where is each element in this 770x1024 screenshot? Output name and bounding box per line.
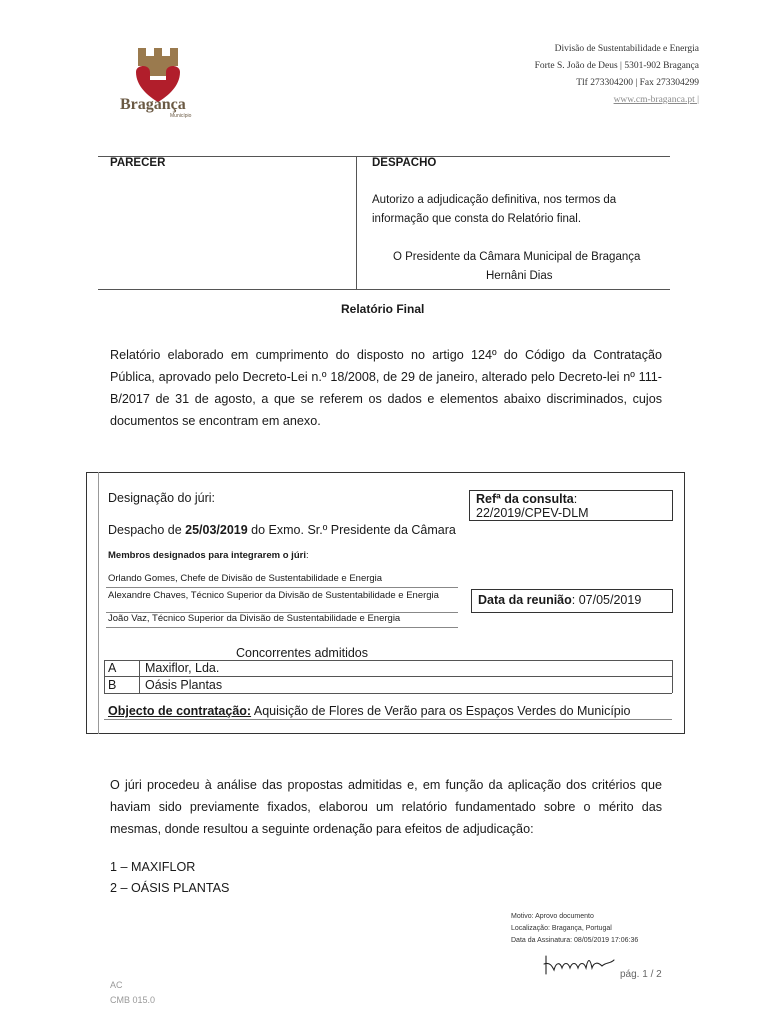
despacho-suffix: do Exmo. Sr.º Presidente da Câmara bbox=[247, 523, 456, 537]
concorrente-a-name: Maxiflor, Lda. bbox=[145, 661, 220, 675]
despacho-label: DESPACHO bbox=[372, 157, 437, 169]
org-line-3: Tlf 273304200 | Fax 273304299 bbox=[576, 78, 699, 88]
reuniao-box bbox=[471, 589, 673, 613]
designacao-label: Designação do júri: bbox=[108, 491, 216, 505]
concorrente-b-letter: B bbox=[108, 678, 117, 692]
reuniao-value: : 07/05/2019 bbox=[571, 593, 642, 607]
signature-motivo: Motivo: Aprovo documento bbox=[511, 913, 594, 920]
ref-label: Refª da consulta bbox=[476, 492, 574, 506]
box-left-shadow bbox=[98, 472, 99, 734]
membro-3: João Vaz, Técnico Superior da Divisão de Sustentabilidade e Energia bbox=[108, 613, 401, 624]
bottom-rule bbox=[98, 289, 670, 290]
bragança-logo bbox=[108, 44, 208, 122]
ref-colon: : bbox=[573, 492, 578, 506]
despacho-date: 25/03/2019 bbox=[185, 523, 248, 537]
objecto-value: Aquisição de Flores de Verão para os Espaços Verdes do Município bbox=[251, 704, 631, 718]
report-intro: Relatório elaborado em cumprimento do disposto no artigo 124º do Código da Contratação Pública, aprovado pelo Decreto-Lei n.º 18/2008, de 29 de janeiro, alterado pelo Decreto-lei nº 111-B/2017 de 31 de agosto, a que se referem os dados e elementos abaixo discriminados, cujos documentos se encontram em anexo. bbox=[110, 348, 662, 428]
membro-1-rule bbox=[106, 587, 458, 588]
ranking-2: 2 – OÁSIS PLANTAS bbox=[110, 881, 230, 895]
despacho-line bbox=[108, 523, 456, 537]
footer-initials: AC bbox=[110, 980, 123, 990]
concorrentes-mid-rule bbox=[104, 676, 672, 677]
membro-1: Orlando Gomes, Chefe de Divisão de Sustentabilidade e Energia bbox=[108, 573, 383, 584]
concorrente-b-name: Oásis Plantas bbox=[145, 678, 223, 692]
membros-colon: : bbox=[305, 550, 309, 561]
signatory-title: O Presidente da Câmara Municipal de Bragança bbox=[393, 251, 641, 263]
logo-subtext: Município bbox=[170, 113, 192, 119]
signature-data: Data da Assinatura: 08/05/2019 17:06:36 bbox=[511, 937, 639, 944]
despacho-text-2: informação que consta do Relatório final. bbox=[372, 213, 582, 225]
objecto-label: Objecto de contratação: bbox=[108, 704, 252, 718]
castle-heart-icon bbox=[108, 44, 208, 104]
ref-value: 22/2019/CPEV-DLM bbox=[476, 506, 589, 520]
objecto-rule bbox=[104, 719, 672, 720]
reuniao-label: Data da reunião bbox=[478, 593, 572, 607]
analysis-text: O júri procedeu à análise das propostas admitidas e, em função da aplicação dos critérios que haviam sido previamente fixados, elaborou um relatório fundamentado sobre o mérito das mesmas, donde resultou a seguinte ordenação para efeitos de adjudicação: bbox=[110, 778, 662, 836]
ref-box bbox=[469, 490, 673, 521]
concorrentes-right-rule bbox=[672, 660, 673, 693]
signatory-name: Hernâni Dias bbox=[486, 270, 553, 282]
org-line-1: Divisão de Sustentabilidade e Energia bbox=[554, 44, 699, 54]
concorrentes-bottom-rule bbox=[104, 693, 672, 694]
handwritten-signature bbox=[540, 952, 620, 978]
org-line-2: Forte S. João de Deus | 5301-902 Bragança bbox=[534, 61, 699, 71]
concorrentes-title: Concorrentes admitidos bbox=[236, 646, 369, 660]
membros-label-line bbox=[108, 550, 309, 561]
despacho-prefix: Despacho de bbox=[108, 523, 186, 537]
membro-3-rule bbox=[106, 627, 458, 628]
despacho-text-1: Autorizo a adjudicação definitiva, nos termos da bbox=[372, 194, 617, 206]
logo-text: Bragança bbox=[120, 96, 186, 113]
page-number: pág. 1 / 2 bbox=[620, 969, 662, 980]
section-divider bbox=[356, 156, 357, 289]
report-title: Relatório Final bbox=[341, 302, 425, 316]
parecer-label: PARECER bbox=[110, 157, 166, 169]
objecto-line bbox=[108, 704, 631, 718]
membros-label: Membros designados para integrarem o júri bbox=[108, 550, 306, 561]
ranking-1: 1 – MAXIFLOR bbox=[110, 860, 196, 874]
membro-2: Alexandre Chaves, Técnico Superior da Divisão de Sustentabilidade e Energia bbox=[108, 590, 439, 601]
footer-code: CMB 015.0 bbox=[110, 995, 156, 1005]
signature-localizacao: Localização: Bragança, Portugal bbox=[511, 925, 612, 932]
website-link[interactable]: www.cm-braganca.pt | bbox=[613, 95, 699, 105]
concorrente-a-letter: A bbox=[108, 661, 117, 675]
